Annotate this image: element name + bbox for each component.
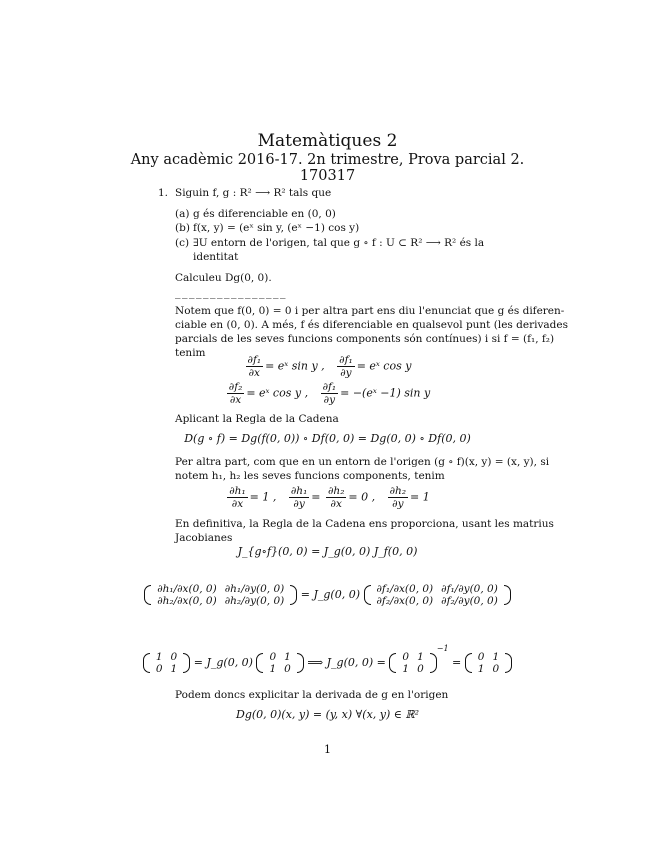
- frac-dh1-dx: $\frac{\text{∂h₁}}{\partial x}$: [229, 485, 246, 510]
- page-number: 1: [324, 743, 331, 756]
- frac-df2-dx: $\frac{\text{∂f₂}}{\partial x}$: [228, 381, 243, 406]
- solution-p2-line2: notem h₁, h₂ les seves funcions components, tenim: [175, 470, 445, 482]
- problem-statement: Siguin f, g : R² ⟶ R² tals que: [175, 187, 332, 199]
- solution-p3-line2: Jacobianes: [175, 532, 233, 544]
- swap-matrix-inverse: 0 1 1 0: [389, 651, 436, 675]
- jacobian-matrix-equation: ∂h₁/∂x(0, 0) ∂h₁/∂y(0, 0) ∂h₂/∂x(0, 0) ∂h₂/∂y(0, 0) = J_g(0, 0) ∂f₁/∂x(0, 0) ∂f₁/∂y(0, 0) ∂f₂/∂x(0, 0) ∂f₂/∂y(0, 0): [0, 583, 655, 607]
- partial-derivatives-f-row2: $\frac{\text{∂f₂}}{\partial x}$ = eˣ cos y , $\frac{\text{∂f₁}}{\partial y}$ = −(eˣ −1) sin y: [228, 381, 431, 406]
- item-b-label: (b): [175, 222, 190, 234]
- solution-p1-line1: Notem que f(0, 0) = 0 i per altra part ens diu l'enunciat que g és diferen-: [175, 305, 565, 317]
- solution-p2-line1: Per altra part, com que en un entorn de l'origen (g ∘ f)(x, y) = (x, y), si: [175, 456, 550, 468]
- frac-df1-dx: $\frac{\text{∂f₁}}{\partial x}$: [247, 354, 262, 379]
- chain-rule-equation: D(g ∘ f) = Dg(f(0, 0)) ∘ Df(0, 0) = Dg(0, 0) ∘ Df(0, 0): [184, 432, 471, 445]
- frac-dh1-dy: $\frac{\text{∂h₁}}{\partial y}$: [290, 485, 308, 510]
- document-title: Matemàtiques 2: [257, 131, 398, 151]
- frac-df1-dy: $\frac{\text{∂f₁}}{\partial y}$: [339, 354, 353, 379]
- jacobian-equation: J_{g∘f}(0, 0) = J_g(0, 0) J_f(0, 0): [237, 545, 418, 558]
- item-c-text: ∃U entorn de l'origen, tal que g ∘ f : U ⊂ R² ⟶ R² és la: [193, 237, 485, 249]
- partial-derivatives-f-row1: $\frac{\text{∂f₁}}{\partial x}$ = eˣ sin y , $\frac{\text{∂f₁}}{\partial y}$ = eˣ cos y: [247, 354, 412, 379]
- swap-matrix: 0 1 1 0: [256, 651, 303, 675]
- item-b-text: f(x, y) = (eˣ sin y, (eˣ −1) cos y): [193, 222, 360, 234]
- solution-p1-line2: ciable en (0, 0). A més, f és diferenciable en qualsevol punt (les derivades: [175, 319, 568, 331]
- identity-matrix: 1 0 0 1: [143, 651, 190, 675]
- partial-derivatives-h: $\frac{\text{∂h₁}}{\partial x}$ = 1 , $\frac{\text{∂h₁}}{\partial y}$ = $\frac{\text{∂h₂}}{\partial x}$ = 0 , $\frac{\text{∂h₂}}{\partial y}$ = 1: [229, 485, 430, 510]
- document-subtitle-line1: Any acadèmic 2016-17. 2n trimestre, Prova parcial 2.: [130, 152, 525, 168]
- frac-dh2-dx: $\frac{\text{∂h₂}}{\partial x}$: [328, 485, 345, 510]
- chain-rule-intro: Aplicant la Regla de la Cadena: [175, 413, 339, 425]
- final-intro: Podem doncs explicitar la derivada de g en l'origen: [175, 689, 449, 701]
- result-matrix: 0 1 1 0: [465, 651, 512, 675]
- jacobian-h-matrix: ∂h₁/∂x(0, 0) ∂h₁/∂y(0, 0) ∂h₂/∂x(0, 0) ∂h₂/∂y(0, 0): [144, 583, 297, 607]
- solution-p1-line4: tenim: [175, 347, 206, 359]
- item-a-text: g és diferenciable en (0, 0): [193, 208, 336, 220]
- problem-question: Calculeu Dg(0, 0).: [175, 272, 272, 284]
- solution-p3-line1: En definitiva, la Regla de la Cadena ens proporciona, usant les matrius: [175, 518, 554, 530]
- solution-p1-line3: parcials de les seves funcions components són contínues) i si f = (f₁, f₂): [175, 333, 555, 345]
- separator-line: ________________: [175, 286, 287, 299]
- item-a-label: (a): [175, 208, 190, 220]
- problem-number: 1.: [158, 187, 169, 199]
- frac-df1-dy-2: $\frac{\text{∂f₁}}{\partial y}$: [322, 381, 337, 406]
- item-c-text-cont: identitat: [193, 251, 239, 263]
- final-result-equation: Dg(0, 0)(x, y) = (y, x) ∀(x, y) ∈ ℝ²: [236, 708, 419, 721]
- frac-dh2-dy: $\frac{\text{∂h₂}}{\partial y}$: [389, 485, 407, 510]
- matrix-result-equation: 1 0 0 1 = J_g(0, 0) 0 1 1 0 ⟹ J_g(0, 0) = 0 1 1 0 $^{-1}$ = 0 1 1 0: [0, 651, 655, 675]
- item-c-label: (c): [175, 237, 190, 249]
- jacobian-f-matrix: ∂f₁/∂x(0, 0) ∂f₁/∂y(0, 0) ∂f₂/∂x(0, 0) ∂f₂/∂y(0, 0): [364, 583, 511, 607]
- document-subtitle-line2: 170317: [299, 168, 356, 184]
